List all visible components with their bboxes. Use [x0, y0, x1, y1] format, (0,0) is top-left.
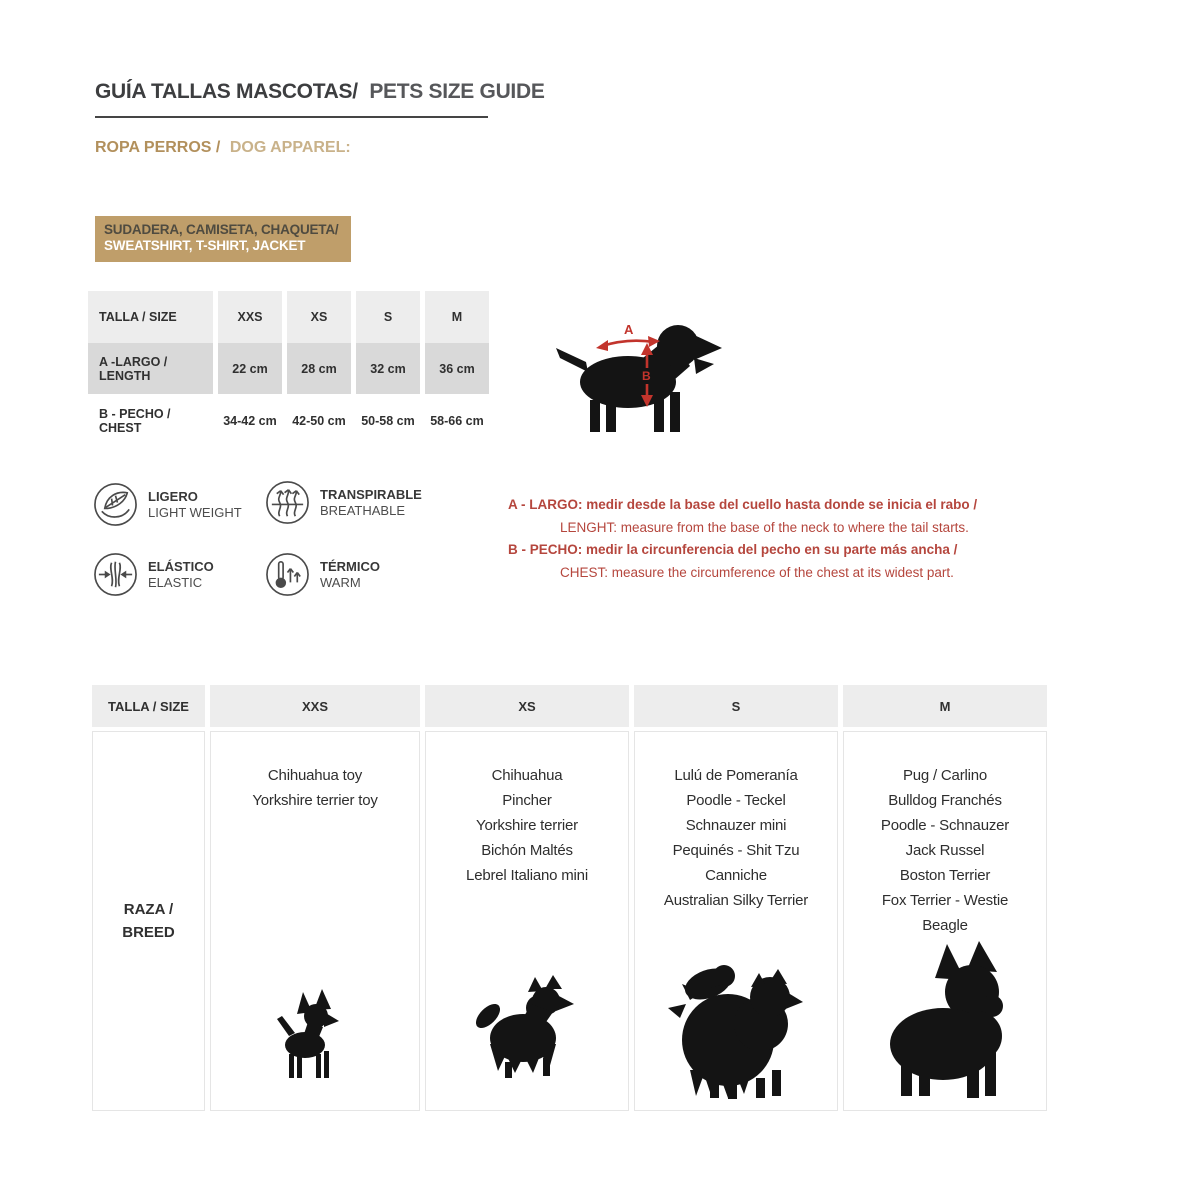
feature-warm-es: TÉRMICO	[320, 558, 380, 574]
arrow-a-label: A	[624, 322, 634, 337]
breed-name: Pequinés - Shit Tzu	[672, 842, 800, 859]
measure-notes	[508, 494, 988, 584]
page-title	[95, 80, 545, 104]
yorkshire-silhouette	[471, 974, 583, 1080]
breed-table-body	[92, 731, 1047, 1108]
feature-lightweight	[93, 482, 242, 527]
banner-line-en: SWEATSHIRT, T-SHIRT, JACKET	[104, 238, 306, 253]
raza-breed-label	[92, 731, 205, 1111]
breed-name: Pincher	[502, 792, 552, 809]
breed-name: Chihuahua	[491, 767, 563, 784]
breed-name: Chihuahua toy	[267, 767, 363, 784]
breed-table-header	[92, 685, 1047, 727]
chest-xs: 42-50 cm	[287, 394, 351, 448]
breed-name: Fox Terrier - Westie	[881, 892, 1009, 909]
feature-breathable-es: TRANSPIRABLE	[320, 486, 422, 502]
feature-breathable-en: BREATHABLE	[320, 502, 406, 518]
feature-lightweight-es: LIGERO	[148, 488, 198, 504]
breed-header-m: M	[843, 685, 1047, 727]
size-table-header-s: S	[356, 291, 420, 343]
length-row-label: A -LARGO / LENGTH	[88, 343, 213, 394]
subtitle-es: ROPA PERROS /	[95, 139, 221, 156]
chest-s: 50-58 cm	[356, 394, 420, 448]
thermometer-icon	[265, 552, 310, 597]
feature-warm	[265, 552, 380, 597]
breed-name: Poodle - Schnauzer	[880, 817, 1010, 834]
feature-lightweight-en: LIGHT WEIGHT	[148, 504, 242, 520]
breed-column-m	[843, 731, 1047, 1111]
page-title-es: GUÍA TALLAS MASCOTAS/	[95, 80, 358, 103]
category-banner	[95, 216, 351, 262]
breed-header-xxs: XXS	[210, 685, 420, 727]
length-m: 36 cm	[425, 343, 489, 394]
section-subtitle	[95, 139, 351, 157]
chihuahua-silhouette	[276, 988, 354, 1082]
breed-header-xs: XS	[425, 685, 629, 727]
breed-name: Poodle - Teckel	[686, 792, 786, 809]
feature-elastic-es: ELÁSTICO	[148, 558, 214, 574]
dog-measurement-diagram	[550, 310, 730, 435]
raza-label-line1: RAZA /	[123, 901, 174, 918]
breed-name: Australian Silky Terrier	[663, 892, 809, 909]
note-b-es: B - PECHO: medir la circunferencia del pecho en su parte más ancha /	[508, 542, 958, 557]
chest-row-label: B - PECHO / CHEST	[88, 394, 213, 448]
length-xxs: 22 cm	[218, 343, 282, 394]
title-divider	[95, 116, 488, 118]
breed-name: Bulldog Franchés	[888, 792, 1002, 809]
breed-name: Schnauzer mini	[685, 817, 787, 834]
breed-name: Beagle	[922, 917, 968, 934]
breed-name: Lulú de Pomeranía	[674, 767, 798, 784]
subtitle-en: DOG APPAREL:	[229, 139, 351, 156]
arrow-b-label: B	[642, 369, 651, 383]
feature-breathable	[265, 480, 422, 525]
page-title-en: PETS SIZE GUIDE	[369, 80, 545, 103]
raza-label-line2: BREED	[122, 924, 175, 941]
breed-column-xxs	[210, 731, 420, 1111]
chest-m: 58-66 cm	[425, 394, 489, 448]
breed-name: Lebrel Italiano mini	[466, 867, 588, 884]
note-a-en: LENGHT: measure from the base of the neck to where the tail starts.	[560, 519, 969, 535]
feather-hand-icon	[93, 482, 138, 527]
airflow-icon	[265, 480, 310, 525]
length-s: 32 cm	[356, 343, 420, 394]
breed-name: Boston Terrier	[899, 867, 991, 884]
breed-name: Canniche	[705, 867, 767, 884]
note-a-es: A - LARGO: medir desde la base del cuello hasta donde se inicia el rabo /	[508, 497, 978, 512]
feature-elastic	[93, 552, 214, 597]
elastic-arrows-icon	[93, 552, 138, 597]
feature-warm-en: WARM	[320, 574, 361, 590]
breed-name: Jack Russel	[905, 842, 985, 859]
pomeranian-silhouette	[666, 952, 806, 1102]
breed-name: Yorkshire terrier	[476, 817, 578, 834]
banner-line-es: SUDADERA, CAMISETA, CHAQUETA/	[104, 222, 339, 237]
breed-name: Pug / Carlino	[902, 767, 988, 784]
note-b-en: CHEST: measure the circumference of the chest at its widest part.	[560, 564, 954, 580]
breed-column-xs	[425, 731, 629, 1111]
measure-arrow-a	[596, 336, 660, 351]
chest-xxs: 34-42 cm	[218, 394, 282, 448]
size-table-header-xxs: XXS	[218, 291, 282, 343]
size-table-header-m: M	[425, 291, 489, 343]
breed-header-s: S	[634, 685, 838, 727]
breed-header-label: TALLA / SIZE	[92, 685, 205, 727]
breed-column-s	[634, 731, 838, 1111]
size-table-header-xs: XS	[287, 291, 351, 343]
size-table	[88, 291, 489, 448]
breed-name: Yorkshire terrier toy	[252, 792, 378, 809]
length-xs: 28 cm	[287, 343, 351, 394]
size-table-header-label: TALLA / SIZE	[88, 291, 213, 343]
french-bulldog-silhouette	[875, 938, 1015, 1100]
breed-name: Bichón Maltés	[481, 842, 573, 859]
feature-elastic-en: ELASTIC	[148, 574, 203, 590]
